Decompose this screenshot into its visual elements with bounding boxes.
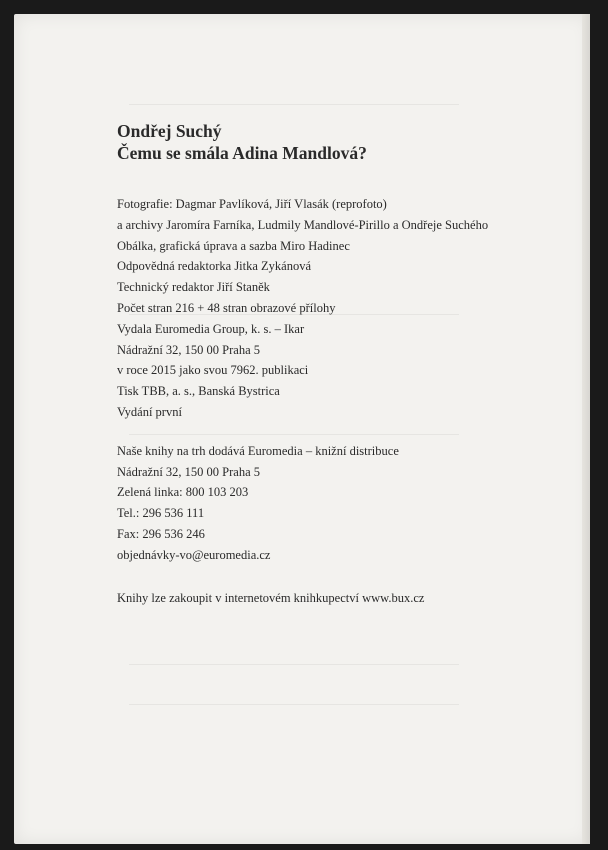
colophon-line: Vydala Euromedia Group, k. s. – Ikar — [117, 321, 305, 336]
book-author: Ondřej Suchý — [117, 121, 222, 141]
book-title: Čemu se smála Adina Mandlová? — [117, 143, 367, 163]
distribution-line: Fax: 296 536 246 — [117, 526, 205, 541]
colophon-line: Fotografie: Dagmar Pavlíková, Jiří Vlasák (reprofoto) — [117, 197, 387, 211]
colophon-block — [117, 194, 557, 423]
colophon-line: a archivy Jaromíra Farníka, Ludmily Mandlové-Pirillo a Ondřeje Suchého — [117, 217, 489, 232]
page-edge — [582, 14, 590, 844]
colophon-line: Vydání první — [117, 404, 182, 419]
shop-note: Knihy lze zakoupit v internetovém knihkupectví www.bux.cz — [117, 590, 425, 605]
colophon-line: v roce 2015 jako svou 7962. publikaci — [117, 363, 309, 378]
distribution-line: Nádražní 32, 150 00 Praha 5 — [117, 464, 261, 479]
colophon-line: Odpovědná redaktorka Jitka Zykánová — [117, 259, 312, 274]
distribution-line: Naše knihy na trh dodává Euromedia – knižní distribuce — [117, 443, 399, 458]
shop-note-block — [117, 588, 557, 609]
colophon-line: Technický redaktor Jiří Staněk — [117, 280, 270, 295]
bleed-through-line — [129, 104, 459, 105]
distribution-line: Tel.: 296 536 111 — [117, 506, 205, 521]
colophon-line: Počet stran 216 + 48 stran obrazové přílohy — [117, 300, 336, 315]
colophon-line: Tisk TBB, a. s., Banská Bystrica — [117, 384, 280, 399]
distribution-line: Zelená linka: 800 103 203 — [117, 485, 249, 500]
colophon-line: Obálka, grafická úprava a sazba Miro Hadinec — [117, 238, 350, 253]
book-page — [14, 14, 590, 844]
bleed-through-line — [129, 704, 459, 705]
imprint — [117, 120, 557, 608]
colophon-line: Nádražní 32, 150 00 Praha 5 — [117, 342, 261, 357]
bleed-through-line — [129, 664, 459, 665]
distribution-block — [117, 441, 557, 566]
distribution-email: objednávky-vo@euromedia.cz — [117, 547, 271, 562]
